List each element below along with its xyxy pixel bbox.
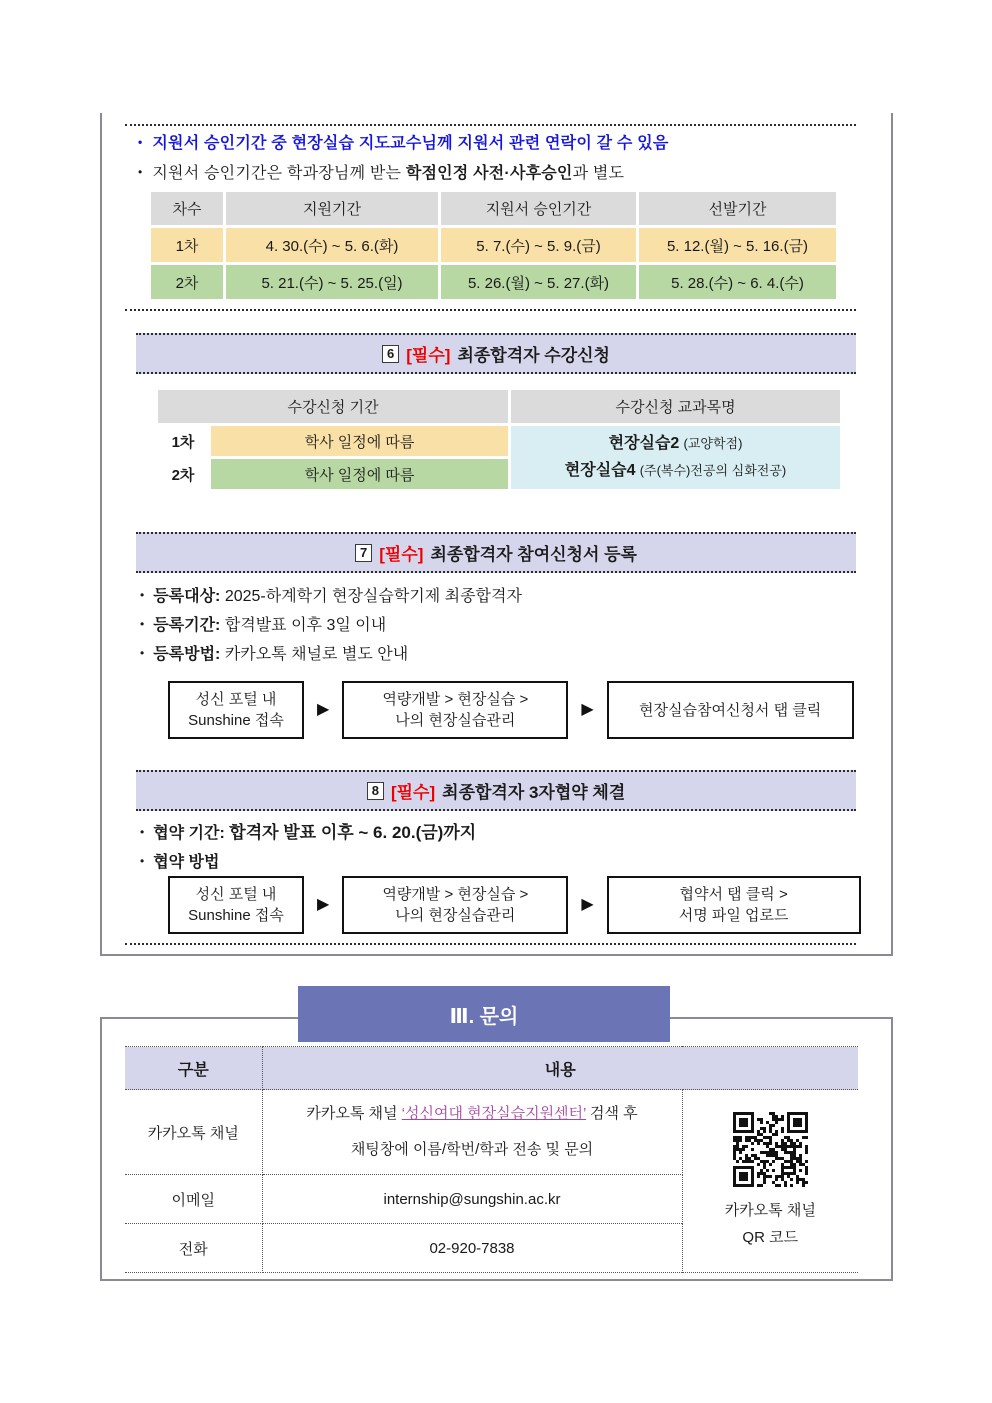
apply-period-cell: 4. 30.(수) ~ 5. 6.(화) [226, 228, 438, 262]
bullet-icon: • [140, 825, 145, 839]
course-name-cell [511, 426, 840, 489]
section-title: 최종합격자 3자협약 체결 [442, 783, 626, 802]
qr-code [733, 1112, 808, 1191]
kakao-channel-content [262, 1090, 682, 1175]
contact-table [125, 1046, 858, 1273]
flow-step-text: 역량개발 > 현장실습 > [382, 691, 529, 708]
bullet-icon: • [140, 617, 145, 631]
select-period-cell: 5. 12.(월) ~ 5. 16.(금) [639, 228, 836, 262]
required-badge: [필수] [406, 346, 451, 365]
flow-step-text: Sunshine 접속 [188, 907, 284, 924]
agreement-period-value: 합격자 발표 이후 ~ 6. 20.(금)까지 [229, 823, 477, 842]
note-text: 지원서 승인기간 중 현장실습 지도교수님께 지원서 관련 연락이 갈 수 있음 [152, 135, 669, 152]
agreement-method [140, 849, 219, 872]
note-approval-contact [138, 130, 669, 154]
dotted-separator-top [125, 124, 856, 126]
col-header-course: 수강신청 교과목명 [511, 390, 840, 423]
arrow-right-icon: ▶ [317, 896, 330, 913]
table-header-row [125, 1047, 858, 1090]
section-header-participation-form [136, 532, 856, 573]
col-header-content: 내용 [262, 1047, 858, 1090]
course-note: (주(복수)전공의 심화전공) [639, 462, 787, 478]
registration-target [140, 583, 522, 606]
round-cell: 1차 [151, 228, 223, 262]
contact-section-title: Ⅲ. 문의 [298, 986, 670, 1042]
note-text-prefix: 지원서 승인기간은 학과장님께 받는 [152, 165, 406, 182]
kakao-line-2: 채팅창에 이름/학번/학과 전송 및 문의 [350, 1141, 594, 1158]
table-header-row [151, 192, 836, 225]
table-row [151, 265, 836, 299]
bullet-label: 협약 방법 [153, 854, 220, 871]
flow-step-menu [342, 681, 568, 739]
flow-step-portal [168, 681, 304, 739]
required-badge: [필수] [390, 783, 436, 802]
course-name: 현장실습4 [564, 461, 636, 479]
flow-step-tab-click [607, 681, 854, 739]
section-header-agreement [136, 770, 856, 811]
course-name: 현장실습2 [608, 435, 680, 453]
section-number-icon: 7 [355, 544, 372, 562]
flow-step-portal [168, 876, 304, 934]
table-row [125, 1090, 858, 1175]
schedule-table [148, 189, 839, 302]
agreement-flowchart [168, 876, 861, 934]
agreement-period [140, 818, 476, 843]
course-note: (교양학점) [683, 436, 743, 452]
bullet-icon: • [140, 854, 145, 868]
kakao-line-1 [263, 1096, 682, 1132]
qr-wrap [683, 1106, 859, 1257]
bullet-icon: • [138, 165, 143, 179]
dotted-separator-bottom [125, 943, 856, 945]
flow-step-text: 나의 현장실습관리 [395, 712, 516, 729]
bullet-icon: • [138, 135, 143, 149]
col-header-apply: 지원기간 [226, 192, 438, 225]
email-label: 이메일 [125, 1175, 262, 1224]
section-title: 최종합격자 참여신청서 등록 [430, 545, 637, 564]
col-header-select: 선발기간 [639, 192, 836, 225]
bullet-label: 협약 기간: [153, 825, 225, 842]
course-line [511, 458, 840, 484]
flow-step-text: 성신 포털 내 [195, 886, 277, 903]
qr-caption [725, 1197, 816, 1251]
kakao-channel-label: 카카오톡 채널 [125, 1090, 262, 1175]
section-number-icon: 8 [367, 782, 384, 800]
kakao-channel-link[interactable]: ‘성신여대 현장실습지원센터’ [401, 1105, 587, 1122]
phone-value: 02-920-7838 [262, 1224, 682, 1273]
flow-step-text: 역량개발 > 현장실습 > [382, 886, 529, 903]
course-line [511, 431, 840, 457]
phone-label: 전화 [125, 1224, 262, 1273]
section-header-course-registration [136, 333, 856, 374]
round-cell: 2차 [158, 459, 208, 489]
section-number-icon: 6 [382, 345, 399, 363]
round-cell: 2차 [151, 265, 223, 299]
table-row [158, 426, 840, 456]
bullet-label: 등록기간: [153, 617, 221, 634]
select-period-cell: 5. 28.(수) ~ 6. 4.(수) [639, 265, 836, 299]
arrow-right-icon: ▶ [581, 896, 594, 913]
flow-step-menu [342, 876, 568, 934]
arrow-right-icon: ▶ [317, 701, 330, 718]
bullet-label: 등록방법: [153, 646, 221, 663]
table-header-row [158, 390, 840, 423]
bullet-text: 2025-하계학기 현장실습학기제 최종합격자 [224, 588, 522, 605]
arrow-right-icon: ▶ [581, 701, 594, 718]
bullet-icon: • [140, 646, 145, 660]
flow-step-text: 협약서 탭 클릭 > [679, 886, 788, 903]
flow-step-upload [607, 876, 861, 934]
email-value: internship@sungshin.ac.kr [262, 1175, 682, 1224]
col-header-round: 차수 [151, 192, 223, 225]
qr-caption-line: 카카오톡 채널 [724, 1201, 816, 1219]
note-text-suffix: 과 별도 [572, 165, 625, 182]
dotted-separator [125, 309, 856, 311]
table-row [151, 228, 836, 262]
round-cell: 1차 [158, 426, 208, 456]
period-cell: 학사 일정에 따름 [211, 426, 508, 456]
required-badge: [필수] [379, 545, 424, 564]
participation-flowchart [168, 681, 854, 739]
bullet-label: 등록대상: [153, 588, 221, 605]
note-approval-separate [138, 160, 624, 184]
col-header-type: 구분 [125, 1047, 262, 1090]
note-text-bold: 학점인정 사전·사후승인 [405, 165, 573, 182]
flow-step-text: 성신 포털 내 [195, 691, 277, 708]
col-header-period: 수강신청 기간 [158, 390, 508, 423]
approve-period-cell: 5. 7.(수) ~ 5. 9.(금) [441, 228, 636, 262]
flow-step-text: 나의 현장실습관리 [395, 907, 516, 924]
col-header-approve: 지원서 승인기간 [441, 192, 636, 225]
qr-caption-line: QR 코드 [742, 1228, 799, 1246]
section-title: 최종합격자 수강신청 [457, 346, 610, 365]
approve-period-cell: 5. 26.(월) ~ 5. 27.(화) [441, 265, 636, 299]
course-table [155, 387, 843, 492]
apply-period-cell: 5. 21.(수) ~ 5. 25.(일) [226, 265, 438, 299]
bullet-text: 합격발표 이후 3일 이내 [224, 617, 387, 634]
registration-method [140, 641, 408, 664]
registration-period [140, 612, 386, 635]
flow-step-text: Sunshine 접속 [188, 712, 284, 729]
qr-column-cell [682, 1090, 858, 1273]
flow-step-text: 서명 파일 업로드 [678, 907, 789, 924]
period-cell: 학사 일정에 따름 [211, 459, 508, 489]
kakao-text: 검색 후 [586, 1105, 638, 1122]
bullet-text: 카카오톡 채널로 별도 안내 [224, 646, 409, 663]
kakao-text: 카카오톡 채널 [306, 1105, 402, 1122]
flow-step-text: 현장실습참여신청서 탭 클릭 [639, 701, 822, 719]
bullet-icon: • [140, 588, 145, 602]
